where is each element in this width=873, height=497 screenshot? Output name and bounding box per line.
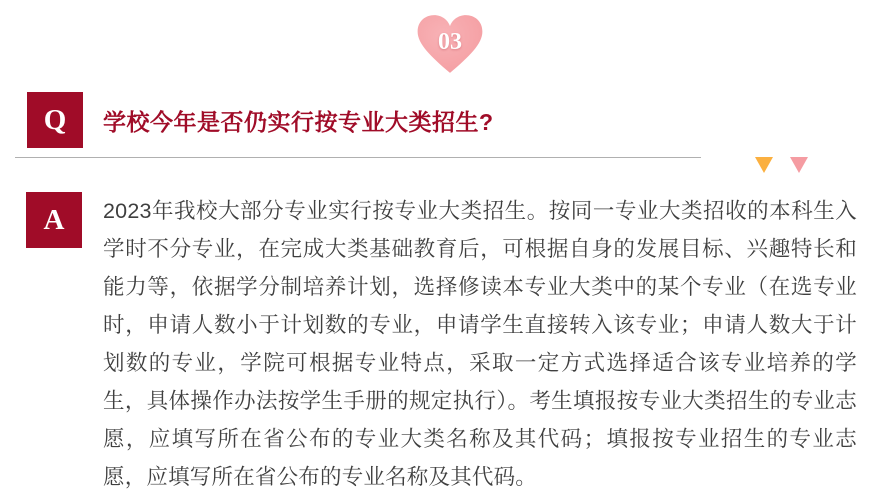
question-badge-letter: Q [43, 103, 67, 136]
triangle-down-pink-icon [790, 157, 808, 173]
question-badge [27, 92, 83, 148]
divider-line [15, 157, 701, 158]
answer-text: 2023年我校大部分专业实行按专业大类招生。按同一专业大类招收的本科生入学时不分专业，在完成大类基础教育后，可根据自身的发展目标、兴趣特长和能力等，依据学分制培养计划，选择修读本专业大类中的某个专业（在选专业时，申请人数小于计划数的专业，申请学生直接转入该专业；申请人数大于计划数的专业，学院可根据专业特点，采取一定方式选择适合该专业培养的学生，具体操作办法按学生手册的规定执行）。考生填报按专业大类招生的专业志愿，应填写所在省公布的专业大类名称及其代码；填报按专业招生的专业志愿，应填写所在省公布的专业名称及其代码。 [103, 199, 857, 489]
answer-badge-letter: A [43, 203, 65, 236]
answer-badge [26, 192, 82, 248]
question-text: 学校今年是否仍实行按专业大类招生? [103, 108, 494, 135]
section-number: 03 [438, 29, 462, 55]
heart-icon [414, 13, 486, 75]
triangle-down-yellow-icon [755, 157, 773, 173]
